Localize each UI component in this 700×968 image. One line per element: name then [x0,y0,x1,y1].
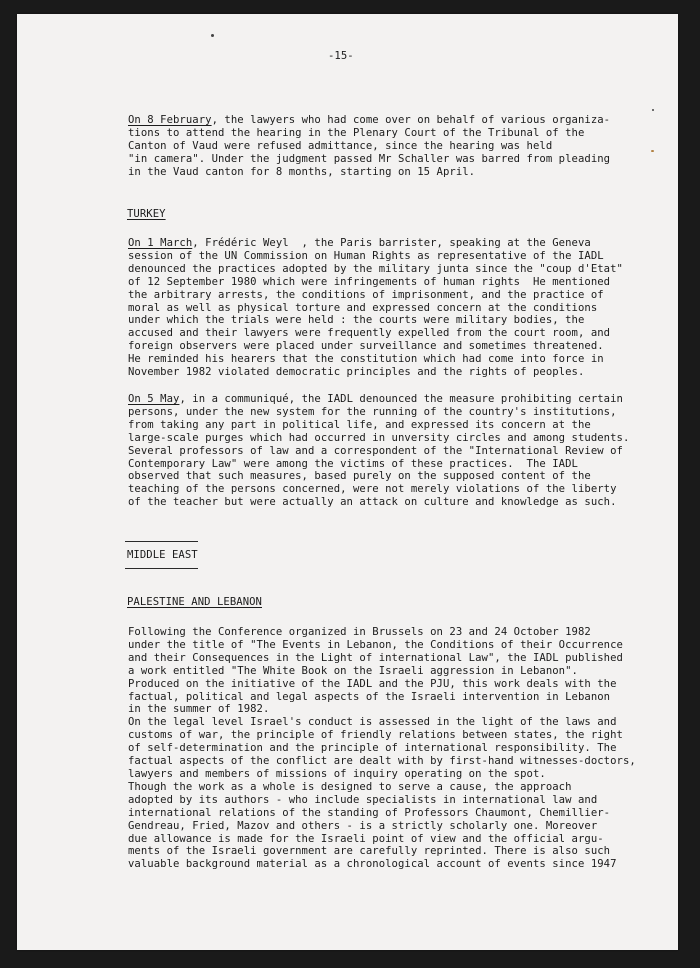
paragraph-line: adopted by its authors - who include specialists in international law and [128,793,598,806]
paragraph-line: Contemporary Law" were among the victims of these practices. The IADL [128,457,578,470]
paragraph-line: On 5 May, in a communiqué, the IADL denounced the measure prohibiting certain [128,393,623,405]
paper-speck [211,34,214,37]
paragraph-line: November 1982 violated democratic principles and the rights of peoples. [128,366,585,379]
date-lead: On 5 May [128,393,180,405]
date-lead: On 8 February [128,114,212,126]
paragraph-geneva-vaud [128,114,648,179]
paragraph-line: the arbitrary arrests, the conditions of imprisonment, and the practice of [128,288,604,301]
paper-speck [652,109,654,111]
paragraph-line: On 1 March, Frédéric Weyl , the Paris barrister, speaking at the Geneva [128,237,591,249]
paragraph-line: moral as well as physical torture and expressed concern at the conditions [128,301,598,314]
paragraph-line: Gendreau, Fried, Mazov and others - is a strictly scholarly one. Moreover [128,819,598,832]
paragraph-line: "in camera". Under the judgment passed Mr Schaller was barred from pleading [128,152,611,165]
heading-rule-top [125,541,198,542]
paragraph-line: from taking any part in political life, and expressed its concern at the [128,418,591,431]
paragraph-line: a work entitled "The White Book on the Israeli aggression in Lebanon". [128,664,578,677]
paragraph-line: of 12 September 1980 which were infringements of human rights He mentioned [128,275,611,288]
section-heading-turkey: TURKEY [127,208,166,220]
paragraph-line: of the teacher but were actually an attack on culture and knowledge as such. [128,496,617,509]
paragraph-line: Several professors of law and a correspondent of the "International Review of [128,444,623,457]
section-heading-middle-east: MIDDLE EAST [127,549,198,561]
paragraph-line: of self-determination and the principle of international responsibility. The [128,742,617,755]
paragraph-line: Produced on the initiative of the IADL and the PJU, this work deals with the [128,677,617,690]
paragraph-line: accused and their lawyers were frequently expelled from the court room, and [128,327,611,340]
paragraph-white-book [128,626,648,871]
document-page [17,14,678,950]
paragraph-line: factual, political and legal aspects of the Israeli intervention in Lebanon [128,690,611,703]
paragraph-line: persons, under the new system for the running of the country's institutions, [128,405,617,418]
paragraph-line: Though the work as a whole is designed to serve a cause, the approach [128,780,572,793]
paragraph-line: international relations of the standing of Professors Chaumont, Chemillier- [128,806,611,819]
date-lead: On 1 March [128,237,193,249]
paragraph-line: On the legal level Israel's conduct is assessed in the light of the laws and [128,716,617,729]
paragraph-line: in the summer of 1982. [128,703,270,716]
paragraph-line: and their Consequences in the Light of international Law", the IADL published [128,651,623,664]
paragraph-line: under which the trials were held : the courts were military bodies, the [128,314,585,327]
paragraph-line: ments of the Israeli government are carefully reprinted. There is also such [128,845,611,858]
paragraph-line: tions to attend the hearing in the Plenary Court of the Tribunal of the [128,126,585,139]
paragraph-line: denounced the practices adopted by the military junta since the "coup d'Etat" [128,262,623,275]
heading-rule-bottom [125,568,198,569]
paragraph-line: valuable background material as a chronological account of events since 1947 [128,858,617,871]
paragraph-line: foreign observers were placed under surveillance and sometimes threatened. [128,340,604,353]
paragraph-line: in the Vaud canton for 8 months, starting on 15 April. [128,165,476,178]
paragraph-may [128,393,648,509]
paragraph-line: customs of war, the principle of friendly relations between states, the right [128,729,623,742]
paragraph-line: observed that such measures, based purely on the supposed content of the [128,470,591,483]
page-number: -15- [328,50,354,62]
paragraph-line: Canton of Vaud were refused admittance, since the hearing was held [128,139,553,152]
paragraph-line: lawyers and members of missions of inquiry operating on the spot. [128,767,546,780]
paragraph-line: factual aspects of the conflict are dealt with by first-hand witnesses-doctors, [128,755,636,768]
paragraph-march [128,237,648,379]
paragraph-line: large-scale purges which had occurred in unversity circles and among students. [128,431,630,444]
paragraph-line: due allowance is made for the Israeli point of view and the official argu- [128,832,604,845]
paper-speck [651,150,654,152]
paragraph-line: He reminded his hearers that the constitution which had come into force in [128,353,604,366]
paragraph-line: session of the UN Commission on Human Rights as representative of the IADL [128,249,604,262]
paragraph-line: Following the Conference organized in Brussels on 23 and 24 October 1982 [128,626,591,638]
paragraph-line: On 8 February, the lawyers who had come over on behalf of various organiza- [128,114,611,126]
section-heading-palestine-lebanon: PALESTINE AND LEBANON [127,596,262,608]
paragraph-line: teaching of the persons concerned, were not merely violations of the liberty [128,483,617,496]
paragraph-line: under the title of "The Events in Lebanon, the Conditions of their Occurrence [128,638,623,651]
